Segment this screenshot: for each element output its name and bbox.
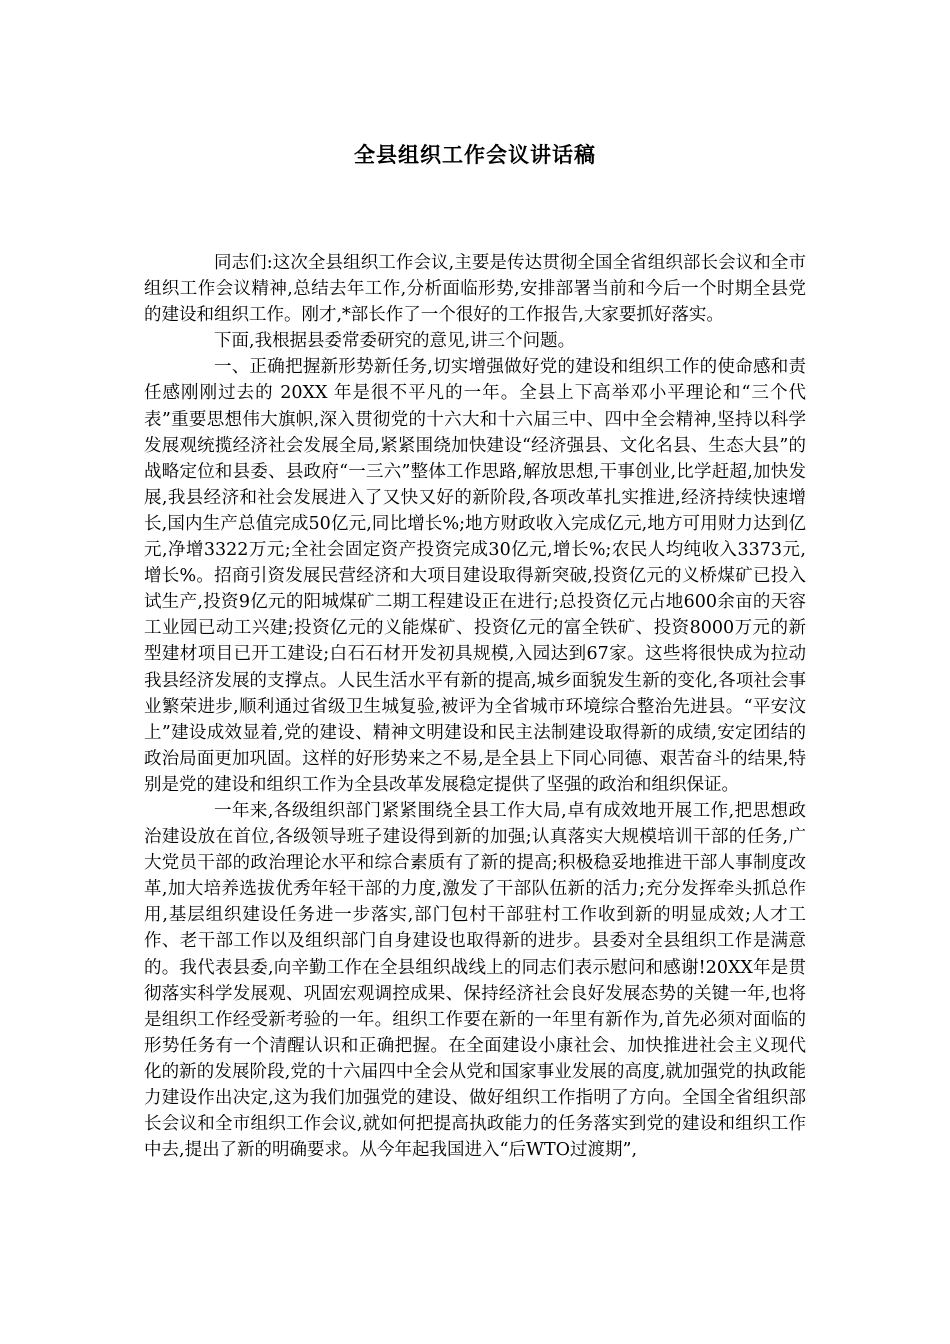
paragraph-greeting: 同志们:这次全县组织工作会议,主要是传达贯彻全国全省组织部长会议和全市组织工作会议精神,总结去年工作,分析面临形势,安排部署当前和今后一个时期全县党的建设和组织工作。刚才,*部长作了一个很好的工作报告,大家要抓好落实。 <box>144 253 806 326</box>
paragraph-intro: 下面,我根据县委常委研究的意见,讲三个问题。 <box>214 331 576 352</box>
paragraph-review: 一年来,各级组织部门紧紧围绕全县工作大局,卓有成效地开展工作,把思想政治建设放在首位,各级领导班子建设得到新的加强;认真落实大规模培训干部的任务,广大党员干部的政治理论水平和综合素质有了新的提高;积极稳妥地推进干部人事制度改革,加大培养选拔优秀年轻干部的力度,激发了干部队伍新的活力;充分发挥牵头抓总作用,基层组织建设任务进一步落实,部门包村干部驻村工作收到新的明显成效;人才工作、老干部工作以及组织部门自身建设也取得新的进步。县委对全县组织工作是满意的。我代表县委,向辛勤工作在全县组织战线上的同志们表示慰问和感谢!20XX年是贯彻落实科学发展观、巩固宏观调控成果、保持经济社会良好发展态势的关键一年,也将是组织工作经受新考验的一年。组织工作要在新的一年里有新作为,首先必须对面临的形势任务有一个清醒认识和正确把握。在全面建设小康社会、加快推进社会主义现代化的新的发展阶段,党的十六届四中全会从党和国家事业发展的高度,就加强党的执政能力建设作出决定,这为我们加强党的建设、做好组织工作指明了方向。全国全省组织部长会议和全市组织工作会议,就如何把提高执政能力的任务落实到党的建设和组织工作中去,提出了新的明确要求。从今年起我国进入“后WTO过渡期”, <box>144 800 806 1161</box>
document-body <box>144 250 806 1163</box>
paragraph-section-one: 一、正确把握新形势新任务,切实增强做好党的建设和组织工作的使命感和责任感刚刚过去的 20XX 年是很不平凡的一年。全县上下高举邓小平理论和“三个代表”重要思想伟大旗帜,深入贯彻党的十六大和十六届三中、四中全会精神,坚持以科学发展观统揽经济社会发展全局,紧紧围绕加快建设“经济强县、文化名县、生态大县”的战略定位和县委、县政府“一三六”整体工作思路,解放思想,干事创业,比学赶超,加快发展,我县经济和社会发展进入了又快又好的新阶段,各项改革扎实推进,经济持续快速增长,国内生产总值完成50亿元,同比增长%;地方财政收入完成亿元,地方可用财力达到亿元,净增3322万元;全社会固定资产投资完成30亿元,增长%;农民人均纯收入3373元,增长%。招商引资发展民营经济和大项目建设取得新突破,投资亿元的义桥煤矿已投入试生产,投资9亿元的阳城煤矿二期工程建设正在进行;总投资亿元占地600余亩的天容工业园已动工兴建;投资亿元的义能煤矿、投资亿元的富全铁矿、投资8000万元的新型建材项目已开工建设;白石石材开发初具规模,入园达到67家。这些将很快成为拉动我县经济发展的支撑点。人民生活水平有新的提高,城乡面貌发生新的变化,各项社会事业繁荣进步,顺利通过省级卫生城复验,被评为全省城市环境综合整治先进县。“平安汶上”建设成效显着,党的建设、精神文明建设和民主法制建设取得新的成绩,安定团结的政治局面更加巩固。这样的好形势来之不易,是全县上下同心同德、艰苦奋斗的结果,特别是党的建设和组织工作为全县改革发展稳定提供了坚强的政治和组织保证。 <box>144 357 806 795</box>
document-title: 全县组织工作会议讲话稿 <box>354 143 596 167</box>
